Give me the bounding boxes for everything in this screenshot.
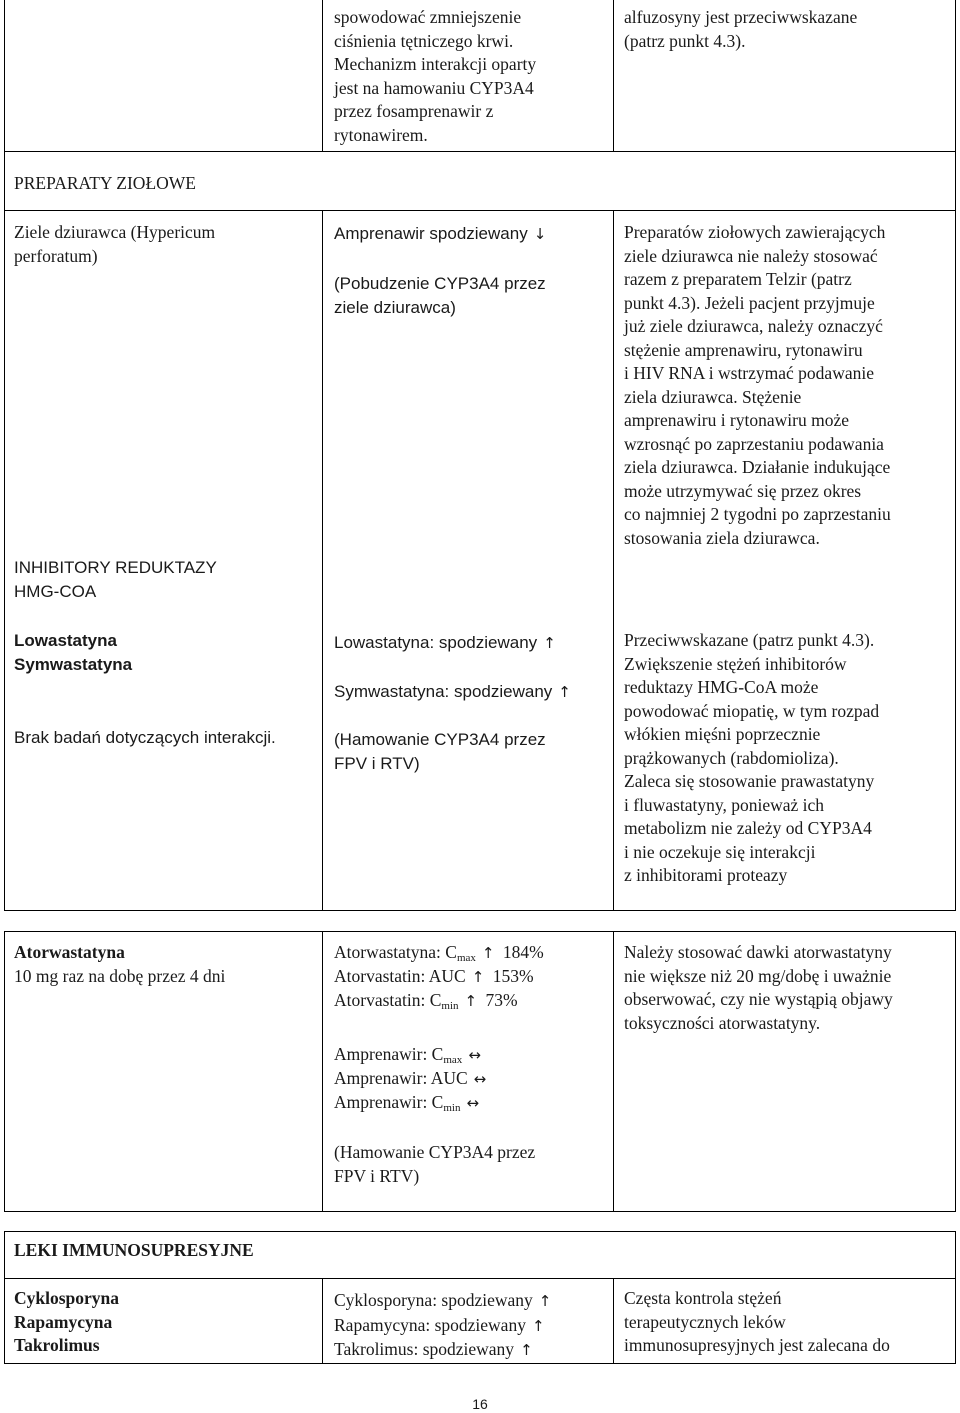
arrow-both-icon: ↔ [473,1070,487,1088]
border [613,0,614,151]
atorva-mechanism: (Hamowanie CYP3A4 przez FPV i RTV) [334,1142,536,1186]
amprenavir-param-auc: Amprenawir: AUC ↔ [334,1067,486,1092]
arrow-up-icon: ↑ [543,634,556,652]
amprenavir-param-cmax: Amprenawir: $C_{max}$ ↔ [334,1044,481,1066]
lova-note: Brak badań dotyczących interakcji. [14,728,276,747]
arrow-up-icon: ↑ [558,683,571,701]
border [4,931,956,932]
lova-recommendation: Przeciwwskazane (patrz punkt 4.3). Zwiększenie stężeń inhibitorów reduktazy HMG-CoA może powodować miopatię, w tym rozpad włókien mięśni poprzecznie prążkowanych (rabdomioliza). Zaleca się stosowanie prawastatyny i fluwastatyny, ponieważ ich metabolizm nie zależy od CYP3A4 i nie oczekuje się interakcji z inhibitorami proteazy [624,630,880,885]
immuno-recommendation: Częsta kontrola stężeń terapeutycznych leków immunosupresyjnych jest zalecana do [624,1288,890,1355]
atorva-param-cmax: Atorwastatyna: $C_{max}$ ↑ 184% [334,942,544,964]
stjohns-mechanism: (Pobudzenie CYP3A4 przez ziele dziurawca) [334,274,546,317]
border [322,210,323,911]
simva-effect: Symwastatyna: spodziewany ↑ [334,680,571,705]
atorva-param-cmin: Atorvastatin: $C_{min}$ ↑ 73% [334,990,518,1012]
border [4,1363,956,1364]
border [4,1211,956,1212]
border [613,210,614,911]
top-middle-text: spowodować zmniejszenie ciśnienia tętniczego krwi. Mechanizm interakcji oparty jest na hamowaniu CYP3A4 przez fosamprenawir z rytonawirem. [334,7,537,145]
arrow-both-icon: ↔ [466,1094,480,1112]
atorva-param-auc: Atorvastatin: AUC ↑ 153% [334,965,534,990]
amprenavir-param-cmin: Amprenawir: $C_{min}$ ↔ [334,1092,480,1114]
border [4,1231,956,1232]
stjohns-recommendation: Preparatów ziołowych zawierających ziele dziurawca nie należy stosować razem z preparatem Telzir (patrz punkt 4.3). Jeżeli pacjent przyjmuje już ziele dziurawca, należy oznaczyć stężenie amprenawiru, rytonawiru i HIV RNA i wstrzymać podawanie ziela dziurawca. Stężenie amprenawiru i rytonawiru może wzrosnąć po zaprzestaniu podawania ziela dziurawca. Działanie indukujące może utrzymywać się przez okres co najmniej 2 tygodni po zaprzestaniu stosowania ziela dziurawca. [624,222,891,548]
arrow-up-icon: ↑ [464,992,478,1010]
section-title-herbal: PREPARATY ZIOŁOWE [14,173,196,193]
arrow-up-icon: ↑ [471,968,485,986]
border [955,1231,956,1364]
top-right-text: alfuzosyny jest przeciwwskazane (patrz punkt 4.3). [624,7,858,51]
border [322,931,323,1212]
stjohns-drug-name: Ziele dziurawca (Hypericum perforatum) [14,222,216,266]
lova-mechanism: (Hamowanie CYP3A4 przez FPV i RTV) [334,730,546,773]
border [4,1231,5,1364]
immuno-effects: Cyklosporyna: spodziewany ↑ Rapamycyna: spodziewany ↑ Takrolimus: spodziewany ↑ [334,1289,551,1363]
border [4,0,5,911]
arrow-both-icon: ↔ [468,1046,481,1064]
lova-effect: Lowastatyna: spodziewany ↑ [334,631,556,656]
arrow-up-icon: ↑ [520,1341,533,1359]
border [955,931,956,1212]
border [4,910,956,911]
arrow-up-icon: ↑ [481,944,495,962]
border [613,931,614,1212]
page-number: 16 [472,1396,488,1412]
atorva-recommendation: Należy stosować dawki atorwastatyny nie większe niż 20 mg/dobę i uważnie obserwować, czy nie wystąpią objawy toksyczności atorwastatyny. [624,942,893,1033]
border [322,1278,323,1364]
border [4,1278,956,1279]
border [4,151,956,152]
arrow-up-icon: ↑ [531,1316,545,1335]
border [955,0,956,911]
border [322,0,323,151]
section-title-immuno: LEKI IMMUNOSUPRESYJNE [14,1240,254,1260]
lova-drug-names: Lowastatyna Symwastatyna [14,631,133,674]
arrow-up-icon: ↑ [538,1292,552,1310]
stjohns-effect: Amprenawir spodziewany ↓ [334,222,546,247]
border [613,1278,614,1364]
arrow-down-icon: ↓ [533,225,547,243]
atorva-drug: Atorwastatyna 10 mg raz na dobę przez 4 dni [14,942,226,986]
section-title-statins: INHIBITORY REDUKTAZY HMG-COA [14,558,217,601]
immuno-drug-names: Cyklosporyna Rapamycyna Takrolimus [14,1288,120,1355]
border [4,210,956,211]
border [4,931,5,1212]
